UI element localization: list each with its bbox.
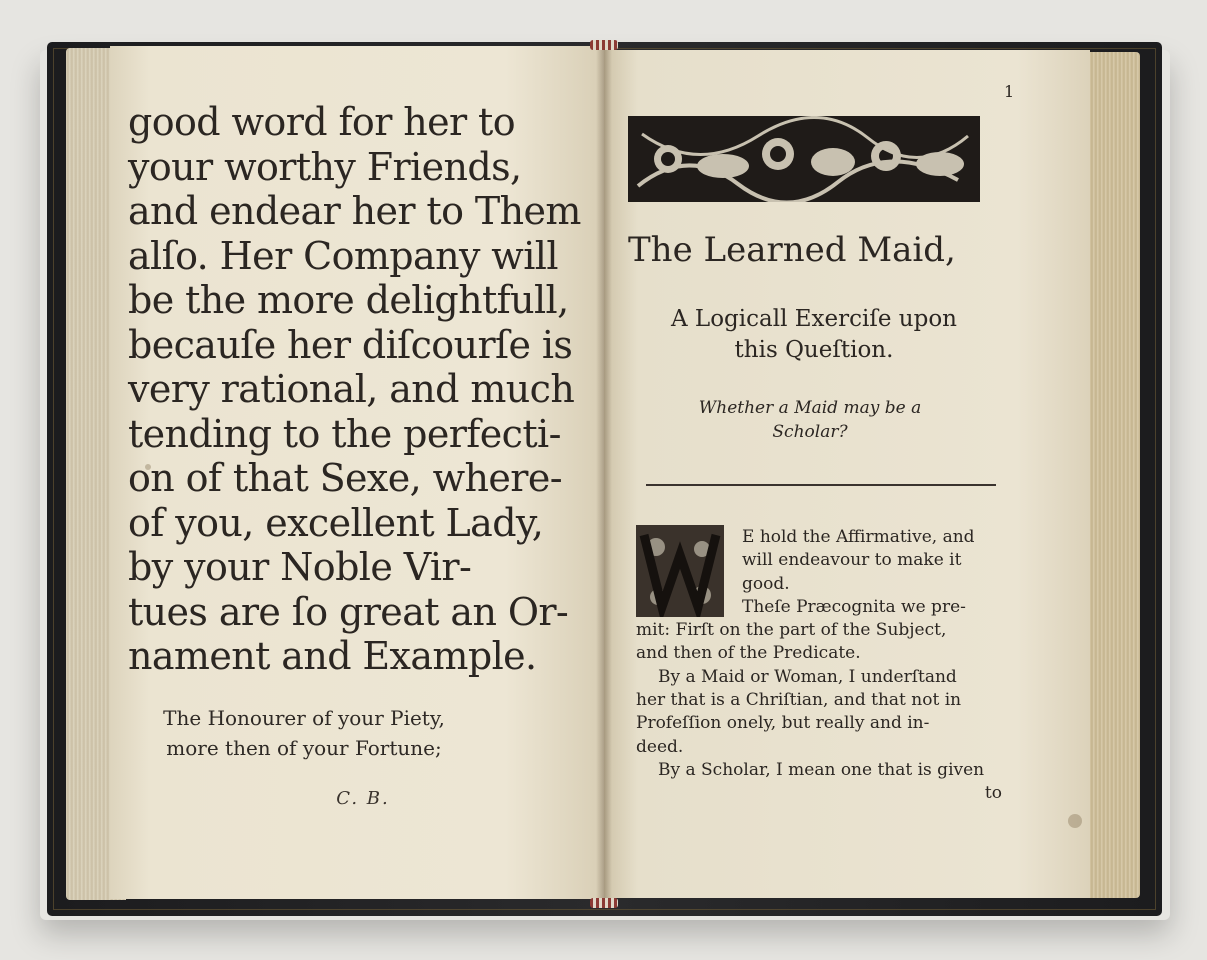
text-line: nament and Example. xyxy=(128,634,537,678)
text-line: Theſe Præcognita we pre- xyxy=(742,596,966,617)
headband-bottom xyxy=(590,898,618,908)
left-page-text xyxy=(128,100,598,679)
text-line: By a Scholar, I mean one that is given xyxy=(658,759,985,780)
signature-initials: C. B. xyxy=(336,788,390,809)
text-line: tues are ſo great an Or- xyxy=(128,589,569,634)
book-question xyxy=(640,396,980,444)
paper-speck xyxy=(145,464,151,470)
subtitle-line: A Logicall Exerciſe upon xyxy=(671,306,957,332)
question-line: Whether a Maid may be a xyxy=(698,398,922,418)
signature-line: The Honourer of your Piety, xyxy=(163,706,445,730)
text-line: tending to the perfecti- xyxy=(128,411,561,456)
text-line: on of that Sexe, where- xyxy=(128,456,562,500)
text-line: becauſe her diſcourſe is xyxy=(128,322,573,367)
text-line: her that is a Chriſtian, and that not in xyxy=(636,690,962,711)
text-line: good. xyxy=(742,573,790,594)
text-line: and endear her to Them xyxy=(128,189,581,233)
headband-top xyxy=(590,40,618,50)
horizontal-rule xyxy=(646,484,996,486)
text-line: E hold the Affirmative, and xyxy=(742,527,975,547)
book-gutter xyxy=(596,46,612,902)
text-line: your worthy Friends, xyxy=(128,144,522,189)
book-subtitle xyxy=(628,304,1000,366)
question-line: Scholar? xyxy=(772,422,848,442)
text-line: Profeſſion onely, but really and in- xyxy=(636,713,930,734)
text-line: very rational, and much xyxy=(128,367,575,411)
catchword: to xyxy=(984,783,1002,804)
page-number: 1 xyxy=(1004,82,1015,101)
right-page-body xyxy=(636,526,1002,806)
text-line: by your Noble Vir- xyxy=(128,545,472,589)
woodcut-ornament-headpiece xyxy=(628,116,980,202)
text-line: mit: Firſt on the part of the Subject, xyxy=(636,620,947,641)
subtitle-line: this Queſtion. xyxy=(734,337,894,363)
text-line: By a Maid or Woman, I underſtand xyxy=(658,666,957,687)
text-line: alſo. Her Company will xyxy=(128,233,558,278)
text-line: and then of the Predicate. xyxy=(636,643,861,664)
text-line: deed. xyxy=(636,736,684,757)
text-line: of you, excellent Lady, xyxy=(128,500,544,545)
text-line: be the more delightfull, xyxy=(128,278,569,322)
text-line: will endeavour to make it xyxy=(742,550,962,571)
text-line: good word for her to xyxy=(128,100,516,144)
book-title: The Learned Maid, xyxy=(628,230,956,270)
right-page-edges xyxy=(1082,52,1140,898)
signature-line: more then of your Fortune; xyxy=(166,736,442,760)
paper-stain xyxy=(1068,814,1082,828)
